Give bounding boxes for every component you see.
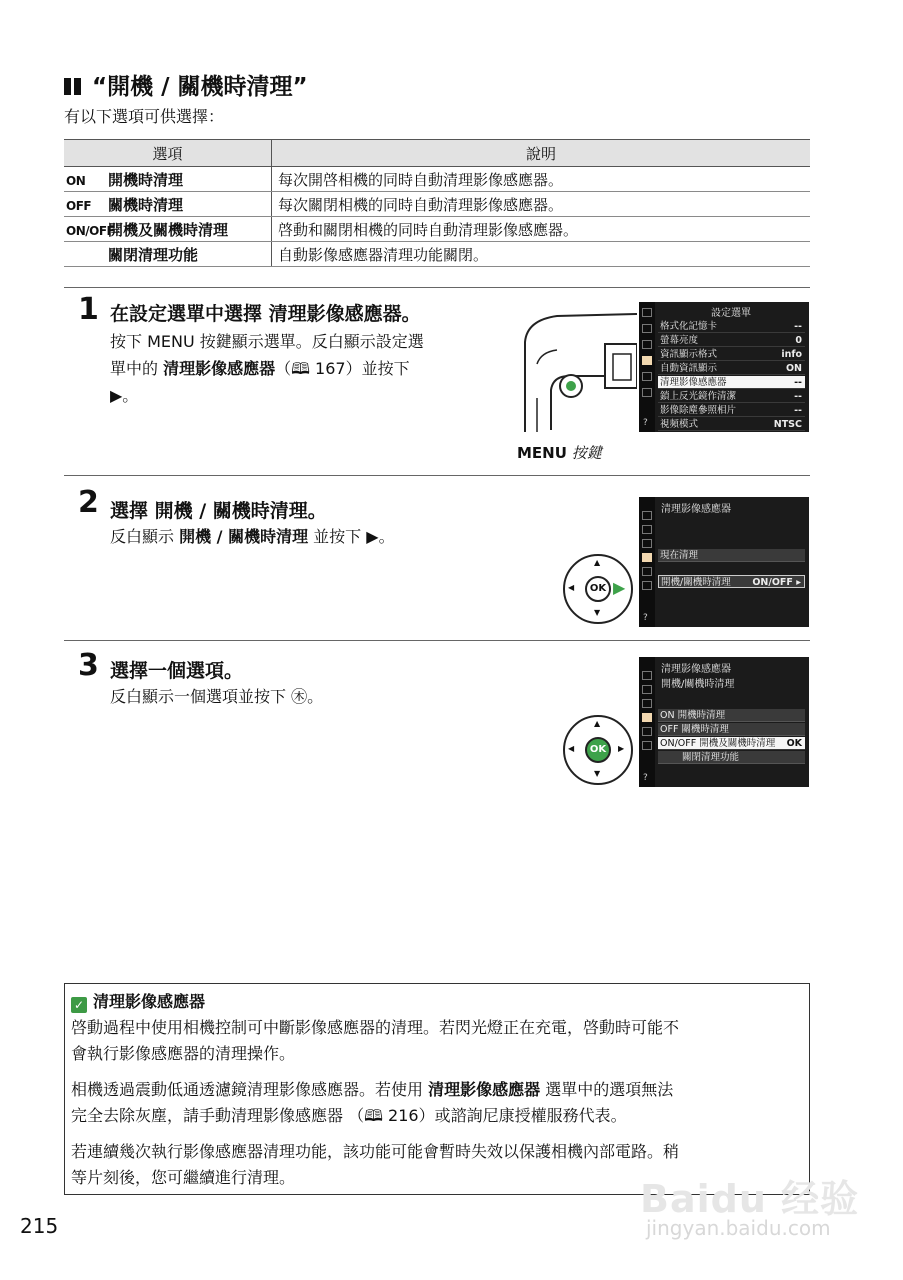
screen-title: 設定選單 [711,308,751,319]
menu-item[interactable]: 鎖上反光鏡作清潔 -- [658,390,805,403]
option-name: 開機及關機時清理 [108,220,229,239]
square-bullet-icon [74,78,81,95]
screen-title: 清理影像感應器 [661,504,731,515]
multi-selector[interactable] [563,554,633,624]
clean-on-icon: ON [66,173,86,188]
menu-item[interactable]: 格式化記憶卡 -- [658,320,805,333]
header-option: 選項 [64,140,272,167]
note-box [64,983,810,1195]
recent-tab-icon[interactable] [642,741,652,750]
menu-tabs [639,497,655,627]
square-bullet-icon [64,78,71,95]
table-row [64,167,810,192]
clean-off-icon: OFF [66,198,92,213]
divider [64,475,810,476]
step-number: 1 [78,292,99,327]
watermark-url: jingyan.baidu.com [646,1216,831,1240]
table-header-row [64,140,810,167]
step-title: 在設定選單中選擇 清理影像感應器。 [110,303,421,325]
down-arrow-icon: ▼ [594,608,601,617]
step-number: 3 [78,648,99,683]
menu-item[interactable]: 影像除塵參照相片 -- [658,404,805,417]
menu-item[interactable]: 資訊顯示格式 info [658,348,805,361]
table-row [64,217,810,242]
option-item[interactable]: 關閉清理功能 [658,751,805,764]
note-paragraph: 相機透過震動低通透濾鏡清理影像感應器。若使用 清理影像感應器 選單中的選項無法 完全去除灰塵，請手動清理影像感應器 （🕮 216）或諮詢尼康授權服務代表。 [71,1080,674,1125]
option-name: 關閉清理功能 [108,245,199,264]
watermark-logo: Baidu 经验 [640,1177,860,1221]
menu-item-selected[interactable]: 清理影像感應器 -- [658,376,805,389]
retouch-tab-icon[interactable] [642,567,652,576]
play-tab-icon[interactable] [642,671,652,680]
note-title: ✓ 清理影像感應器 [71,989,803,1015]
option-desc: 每次開啓相機的同時自動清理影像感應器。 [272,167,811,192]
check-icon: ✓ [71,997,87,1013]
recent-tab-icon[interactable] [642,388,652,397]
screen-subtitle: 開機/關機時清理 [661,679,735,690]
help-icon: ? [643,613,648,623]
left-arrow-icon: ◀ [568,744,575,753]
right-arrow-icon: ▶ [613,578,626,597]
custom-tab-icon[interactable] [642,340,652,349]
up-arrow-icon: ▲ [594,558,601,567]
setup-tab-icon[interactable] [642,553,652,562]
menu-item-selected[interactable]: 開機/關機時清理 ON/OFF ▸ [658,575,805,588]
play-tab-icon[interactable] [642,308,652,317]
intro-text: 有以下選項可供選擇： [64,107,225,126]
divider [64,287,810,288]
setup-tab-icon[interactable] [642,356,652,365]
option-desc: 自動影像感應器清理功能關閉。 [272,242,811,267]
clean-on-off-icon: ON/OFF [66,223,115,238]
left-arrow-icon: ◀ [568,583,575,592]
menu-button-caption: MENU 按鍵 [517,444,602,462]
menu-tabs [639,302,655,432]
menu-tabs [639,657,655,787]
option-desc: 啓動和關閉相機的同時自動清理影像感應器。 [272,217,811,242]
ok-button[interactable]: OK [585,737,611,763]
right-arrow-icon: ▶ [618,744,625,753]
menu-item[interactable]: 螢幕亮度 0 [658,334,805,347]
screen-title: 清理影像感應器 [661,664,731,675]
page-number: 215 [20,1214,59,1238]
step-body: 反白顯示 開機 / 關機時清理 並按下 ▶。 [110,527,395,546]
option-desc: 每次關閉相機的同時自動清理影像感應器。 [272,192,811,217]
divider [64,640,810,641]
header-description: 說明 [272,140,811,167]
step-title: 選擇一個選項。 [110,660,244,682]
clean-option-screen [639,657,809,787]
up-arrow-icon: ▲ [594,719,601,728]
table-row [64,192,810,217]
shooting-tab-icon[interactable] [642,525,652,534]
ok-button[interactable]: OK [585,576,611,602]
option-item-selected[interactable]: ON/OFF 開機及關機時清理 OK [658,737,805,750]
section-title: “開機 / 關機時清理” [64,68,308,101]
retouch-tab-icon[interactable] [642,727,652,736]
help-icon: ? [643,773,648,783]
recent-tab-icon[interactable] [642,581,652,590]
step-title: 選擇 開機 / 關機時清理。 [110,500,327,522]
table-row [64,242,810,267]
clean-sensor-screen [639,497,809,627]
custom-tab-icon[interactable] [642,539,652,548]
menu-item[interactable]: 自動資訊顯示 ON [658,362,805,375]
down-arrow-icon: ▼ [594,769,601,778]
option-item[interactable]: ON 開機時清理 [658,709,805,722]
options-table [64,139,810,267]
play-tab-icon[interactable] [642,511,652,520]
step-number: 2 [78,485,99,520]
menu-item[interactable]: 現在清理 [658,549,805,562]
setup-tab-icon[interactable] [642,713,652,722]
note-paragraph: 若連續幾次執行影像感應器清理功能，該功能可能會暫時失效以保護相機內部電路。稍 等片刻後，您可繼續進行清理。 [71,1142,680,1187]
shooting-tab-icon[interactable] [642,685,652,694]
option-item[interactable]: OFF 關機時清理 [658,723,805,736]
note-paragraph: 啓動過程中使用相機控制可中斷影像感應器的清理。若閃光燈正在充電，啓動時可能不 會執行影像感應器的清理操作。 [71,1018,680,1063]
option-name: 開機時清理 [108,170,184,189]
shooting-tab-icon[interactable] [642,324,652,333]
camera-back-illustration [517,302,637,432]
multi-selector[interactable] [563,715,633,785]
menu-item[interactable]: 視頻模式 NTSC [658,418,805,431]
custom-tab-icon[interactable] [642,699,652,708]
retouch-tab-icon[interactable] [642,372,652,381]
step-body: 按下 MENU 按鍵顯示選單。反白顯示設定選 單中的 清理影像感應器（🕮 167）並按下 ▶。 [110,332,424,405]
option-name: 關機時清理 [108,195,184,214]
step-body: 反白顯示一個選項並按下 ㊍。 [110,687,324,706]
help-icon: ? [643,418,648,428]
setup-menu-screen [639,302,809,432]
